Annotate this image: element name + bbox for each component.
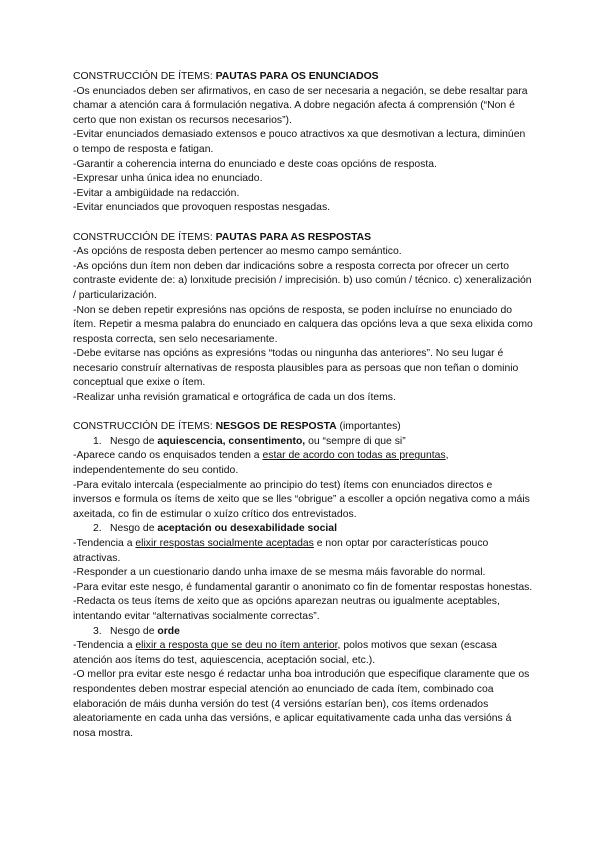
bias-title-prefix: Nesgo de	[110, 435, 158, 447]
text-run: e non optar por características pouco atractivas.	[73, 538, 489, 564]
bias-title	[73, 625, 533, 640]
section-heading	[73, 231, 533, 246]
heading-prefix: CONSTRUCCIÓN DE ÍTEMS:	[73, 71, 216, 82]
bias-title-bold: aceptación ou desexabilidade social	[157, 523, 337, 535]
paragraph: -Debe evitarse nas opcións as expresións “todas ou ningunha das anteriores”. No seu lugar é necesario construír alternativas de resposta plausibles para as persoas que non teñan o dominio conceptual que exixe o ítem.	[73, 348, 519, 389]
paragraph: -Realizar unha revisión gramatical e ortográfica de cada un dos ítems.	[73, 392, 396, 404]
paragraph: -Garantir a coherencia interna do enunciado e deste coas opcións de resposta.	[73, 158, 437, 170]
paragraph: -Responder a un cuestionario dando unha imaxe de se mesma máis favorable do normal.	[73, 567, 486, 579]
paragraph: -Evitar enunciados que provoquen respostas nesgadas.	[73, 202, 331, 214]
text-run: , independentemente do seu contido.	[73, 450, 449, 477]
bias-title-bold: orde	[157, 625, 180, 637]
text-run: -Tendencia a	[73, 538, 136, 549]
paragraph: -Evitar a ambigüidade na redacción.	[73, 187, 240, 199]
underlined-text: elixir respostas socialmente aceptadas	[135, 538, 314, 549]
paragraph: -Evitar enunciados demasiado extensos e pouco atractivos xa que desmotivan a lectura, diminúen o tempo de resposta e fatigan.	[73, 129, 526, 155]
paragraph: -Expresar unha única idea no enunciado.	[73, 173, 263, 185]
heading-suffix: (importantes)	[336, 421, 401, 433]
paragraph: -As opcións de resposta deben pertencer ao mesmo campo semántico.	[73, 246, 402, 258]
bias-title-bold: aquiescencia, consentimento,	[157, 435, 306, 447]
paragraph: -Os enunciados deben ser afirmativos, en caso de ser necesaria a negación, se debe resaltar para chamar a atención cara á formulación negativa. A dobre negación afecta á comprensión (“Non é certo que non existan os recursos necesarios”).	[73, 85, 528, 126]
item-number: 2.	[93, 523, 102, 535]
section-heading	[73, 70, 533, 85]
paragraph: -Para evitar este nesgo, é fundamental garantir o anonimato co fin de fomentar respostas honestas.	[73, 581, 533, 593]
heading-prefix: CONSTRUCCIÓN DE ÍTEMS:	[73, 231, 216, 243]
bias-title	[73, 522, 533, 537]
paragraph: -Para evitalo intercala (especialmente ao principio do test) ítems con enunciados directos e inversos e formula os ítems de xeito que se lles “obrigue” a escoller a opción negativa como a máis axeitada, co fin de estimular o xuízo crítico dos entrevistados.	[73, 479, 530, 520]
section-heading	[73, 420, 533, 435]
underlined-text: elixir a resposta que se deu no ítem anterior	[135, 640, 338, 652]
section-respostas	[73, 231, 533, 406]
heading-bold: PAUTAS PARA AS RESPOSTAS	[215, 231, 372, 243]
paragraph: -Non se deben repetir expresións nas opcións de resposta, se poden incluírse no enunciado do ítem. Repetir a mesma palabra do enunciado en calquera das opcións leva a que sexa elixida como resposta correcta, sen selo necesariamente.	[73, 304, 533, 345]
text-run: , polos motivos que sexan (escasa atención aos ítems do test, aquiescencia, aceptación social, etc.).	[73, 640, 497, 666]
document-body	[73, 70, 533, 756]
text-run: -Aparece cando os enquisados tenden a	[73, 450, 263, 462]
heading-prefix: CONSTRUCCIÓN DE ÍTEMS:	[73, 421, 216, 433]
paragraph: -Redacta os teus ítems de xeito que as opcións aparezan neutras ou igualmente aceptables, intentando evitar “alternativas socialmente correctas”.	[73, 596, 500, 622]
bias-title-suffix: ou “sempre di que si”	[305, 435, 406, 447]
bias-title-prefix: Nesgo de	[110, 625, 158, 637]
paragraph: -As opcións dun ítem non deben dar indicacións sobre a resposta correcta por ofrecer un certo contraste evidente de: a) lonxitude precisión / imprecisión. b) uso común / técnico. c) xeneralización / particularización.	[73, 260, 532, 301]
underlined-text: estar de acordo con todas as preguntas	[262, 450, 446, 462]
paragraph	[73, 537, 533, 566]
bias-title	[73, 435, 533, 450]
section-nesgos	[73, 420, 533, 741]
heading-bold: NESGOS DE RESPOSTA	[215, 421, 337, 433]
item-number: 1.	[93, 435, 102, 447]
bias-title-prefix: Nesgo de	[110, 523, 158, 535]
item-number: 3.	[93, 625, 102, 637]
heading-bold: PAUTAS PARA OS ENUNCIADOS	[215, 71, 379, 82]
paragraph	[73, 639, 533, 668]
section-enunciados	[73, 70, 533, 216]
paragraph	[73, 449, 533, 478]
text-run: -Tendencia a	[73, 640, 136, 652]
paragraph: -O mellor pra evitar este nesgo é redactar unha boa introdución que especifique claramente que os respondentes deben mostrar especial atención ao enunciado de cada ítem, combinado coa elaboración de máis dunha versión do test (4 versións estarían ben), cos ítems ordenados aleatoriamente en cada unha das versións, e aplicar equitativamente cada unha das versións á nosa mostra.	[73, 669, 530, 739]
